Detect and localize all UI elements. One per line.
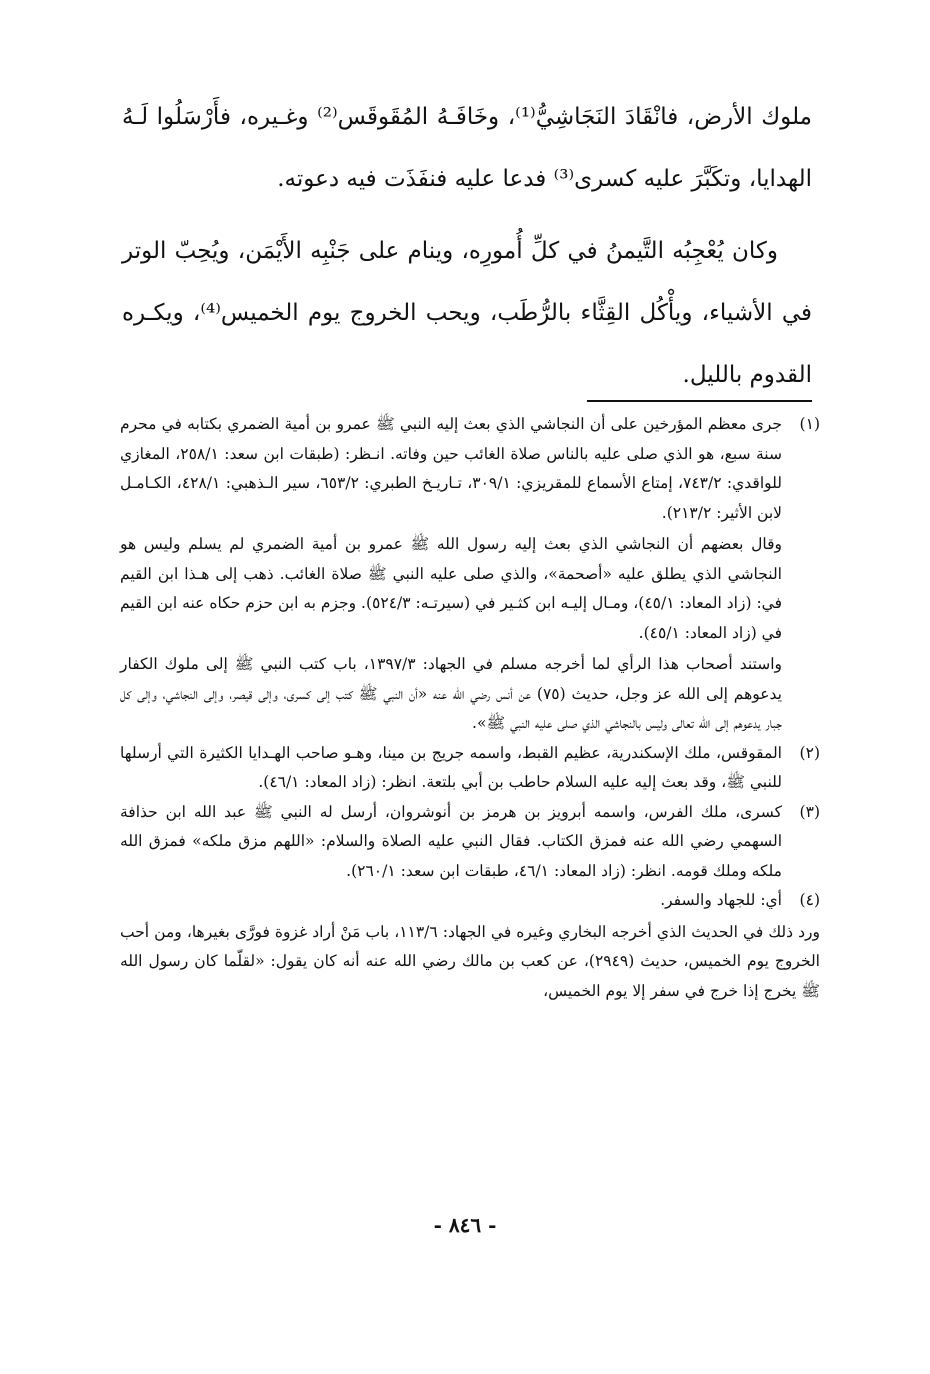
footnote-paragraph: وقال بعضهم أن النجاشي الذي بعث إليه رسول الله ﷺ عمرو بن أمية الضمري لم يسلم وليس هو النجاشي الذي يطلق عليه «أصحمة»، والذي صلى عليه النبي ﷺ صلاة الغائب. ذهب إلى هـذا ابن القيم في: (زاد المعاد: ٤٥/١)، ومـال إليـه ابن كثـير في (سيرتـه: ٥٢٤/٣). وجزم به ابن حزم حكاه عنه ابن القيم في (زاد المعاد: ٤٥/١). (120, 535, 783, 642)
page-number: - ٨٤٦ - (433, 1213, 497, 1237)
footnote-separator (587, 400, 812, 402)
footnote-number: (٣) (799, 802, 820, 821)
footnote-3 (120, 798, 820, 887)
footnote-number: (٢) (799, 743, 820, 762)
footnote-2 (120, 739, 820, 798)
main-paragraph-2: وكان يُعْجِبُه التَّيمنُ في كلِّ أُمورِه، وينام على جَنْبِه الأَيْمَن، ويُحِبّ الوتر في الأشياء، ويأْكُل القِثَّاء بالرُّطَب، ويحب الخروج يوم الخميس⁽⁴⁾، ويكـره القدوم بالليل. (122, 238, 812, 388)
footnote-body (120, 886, 782, 916)
footnote-paragraph: المقوقس، ملك الإسكندرية، عظيم القبط، واسمه جريج بن مينا، وهـو صاحب الهـدايا الكثيرة التي أرسلها للنبي ﷺ، وقد بعث إليه عليه السلام حاطب بن أبي بلتعة. انظر: (زاد المعاد: ٤٦/١). (120, 743, 782, 791)
footnote-4 (120, 886, 820, 916)
footnote-body (120, 410, 782, 739)
footnote-number: (١) (799, 415, 820, 433)
footnote-body (120, 798, 782, 887)
footnote-number: (٤) (799, 891, 820, 909)
footnote-paragraph: واستند أصحاب هذا الرأي لما أخرجه مسلم في الجهاد: ١٣٩٧/٣، باب كتب النبي ﷺ إلى ملوك الكفار يدعوهم إلى الله عز وجل، حديث (٧٥) عن أنس رضي الله عنه «أن النبي ﷺ كتب إلى كسرى، وإلى قيصر، وإلى النجاشي، وإلى كل جبار يدعوهم إلى الله تعالى وليس بالنجاشي الذي صلى عليه النبي ﷺ». (120, 655, 782, 732)
footnote-paragraph: أي: للجهاد والسفر. (660, 891, 782, 909)
footnote-1 (120, 410, 820, 739)
main-text (122, 86, 812, 406)
main-paragraph-1: ملوك الأرض، فانْقَادَ النَجَاشِيُّ⁽¹⁾، وخَافَـهُ المُقَوقَس⁽²⁾ وغـيره، فأَرْسَلُوا لَـهُ الهدايا، وتكَبَّرَ عليه كسرى⁽³⁾ فدعا عليه فنفَذَت فيه دعوته. (122, 104, 813, 192)
footnote-paragraph: كسرى، ملك الفرس، واسمه أبرويز بن هرمز بن أنوشروان، أرسل له النبي ﷺ عبد الله ابن حذافة السهمي رضي الله عنه فمزق الكتاب. فقال النبي عليه الصلاة والسلام: «اللهم مزق ملكه» فمزق الله ملكه وملك قومه. انظر: (زاد المعاد: ٤٦/١، طبقات ابن سعد: ٢٦٠/١). (120, 802, 782, 880)
footnote-4-continuation: ورد ذلك في الحديث الذي أخرجه البخاري وغيره في الجهاد: ١١٣/٦، باب مَنْ أراد غزوة فورَّى بغيرها، ومن أحب الخروج يوم الخميس، حديث (٢٩٤٩)، عن كعب بن مالك رضي الله عنه أنه كان يقول: «لقلّما كان رسول الله ﷺ يخرج إذا خرج في سفر إلا يوم الخميس، (120, 922, 820, 1000)
footnote-body (120, 739, 782, 798)
footnotes (120, 410, 820, 1006)
footnote-paragraph: جرى معظم المؤرخين على أن النجاشي الذي بعث إليه النبي ﷺ عمرو بن أمية الضمري بكتابه في محرم سنة سبع، هو الذي صلى عليه بالناس صلاة الغائب حين وفاته. انـظر: (طبقات ابن سعد: ٢٥٨/١، المغازي للواقدي: ٧٤٣/٢، إمتاع الأسماع للمقريزي: ٣٠٩/١، تـاريـخ الطبري: ٦٥٣/٢، سير الـذهبي: ٤٢٨/١، الكـامـل لابن الأثير: ٢١٣/٢). (120, 415, 782, 522)
